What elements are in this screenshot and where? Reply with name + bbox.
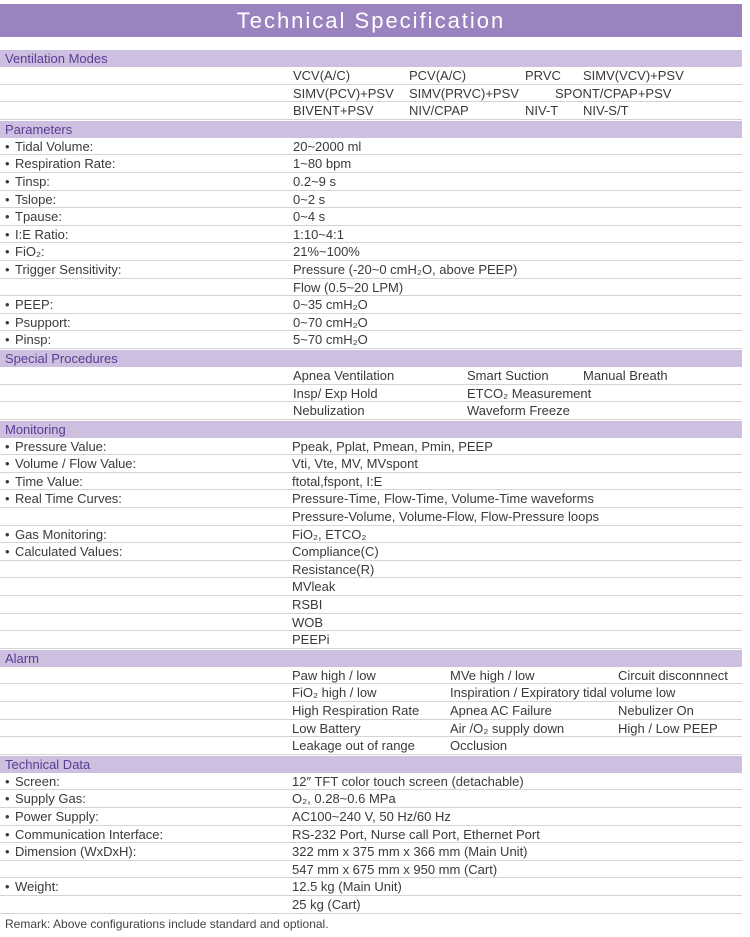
spec-value: Nebulizer On <box>618 703 694 718</box>
spec-label-text: Calculated Values: <box>15 544 123 560</box>
spec-value: Pressure-Volume, Volume-Flow, Flow-Pressure loops <box>292 509 600 525</box>
bullet-icon: • <box>5 297 10 313</box>
spec-value: 0~4 s <box>293 209 326 225</box>
spec-value: High Respiration Rate <box>292 703 420 718</box>
spec-label <box>5 191 56 208</box>
spec-row <box>0 631 742 649</box>
spec-value: SPONT/CPAP+PSV <box>555 85 672 101</box>
spec-value: BIVENT+PSV <box>293 103 374 119</box>
spec-value: 5~70 cmH₂O <box>293 332 368 348</box>
spec-label <box>5 173 50 190</box>
spec-value: Resistance(R) <box>292 561 375 577</box>
spec-value: 20~2000 ml <box>293 138 362 154</box>
bullet-icon: • <box>5 791 10 807</box>
spec-value: Occlusion <box>450 738 508 754</box>
spec-row <box>0 790 742 808</box>
spec-row <box>0 455 742 473</box>
spec-row <box>0 367 742 385</box>
bullet-icon: • <box>5 491 10 507</box>
spec-value: Smart Suction <box>467 367 549 383</box>
spec-value: AC100~240 V, 50 Hz/60 Hz <box>292 808 451 824</box>
spec-value: Vti, Vte, MV, MVspont <box>292 456 418 472</box>
spec-label-text: Pressure Value: <box>15 438 107 454</box>
section-header: Ventilation Modes <box>0 50 742 67</box>
bullet-icon: • <box>5 332 10 348</box>
spec-row <box>0 561 742 579</box>
spec-row <box>0 720 742 738</box>
spec-row <box>0 543 742 561</box>
bullet-icon: • <box>5 209 10 225</box>
spec-row <box>0 878 742 896</box>
spec-value: 0~70 cmH₂O <box>293 314 368 330</box>
bullet-icon: • <box>5 314 10 330</box>
spec-row <box>0 473 742 491</box>
spec-label-text: Supply Gas: <box>15 791 86 807</box>
spec-row <box>0 173 742 191</box>
bullet-icon: • <box>5 173 10 189</box>
bullet-icon: • <box>5 773 10 789</box>
remark-text: Remark: Above configurations include standard and optional. <box>5 917 329 931</box>
bullet-icon: • <box>5 191 10 207</box>
spec-label <box>5 826 163 843</box>
bullet-icon: • <box>5 438 10 454</box>
spec-row <box>0 702 742 720</box>
spec-label <box>5 226 68 243</box>
spec-row <box>0 261 742 279</box>
spec-value: NIV-T <box>525 103 559 119</box>
bullet-icon: • <box>5 844 10 860</box>
spec-label <box>5 843 136 860</box>
spec-label <box>5 790 86 807</box>
spec-row <box>0 843 742 861</box>
bullet-icon: • <box>5 544 10 560</box>
bullet-icon: • <box>5 261 10 277</box>
spec-row <box>0 808 742 826</box>
spec-row <box>0 279 742 297</box>
spec-row <box>0 208 742 226</box>
spec-value: 25 kg (Cart) <box>292 896 361 912</box>
spec-value: FiO₂, ETCO₂ <box>292 526 367 542</box>
spec-label <box>5 296 53 313</box>
spec-row <box>0 773 742 791</box>
spec-value: Low Battery <box>292 720 361 736</box>
section-header: Alarm <box>0 650 742 667</box>
spec-row <box>0 331 742 349</box>
spec-row <box>0 508 742 526</box>
spec-row <box>0 896 742 914</box>
bullet-icon: • <box>5 456 10 472</box>
spec-row <box>0 861 742 879</box>
spec-row <box>0 102 742 120</box>
spec-value: Pressure-Time, Flow-Time, Volume-Time waveforms <box>292 491 594 507</box>
section-header: Parameters <box>0 121 742 138</box>
spec-label-text: Respiration Rate: <box>15 156 116 172</box>
spec-row <box>0 67 742 85</box>
spec-label <box>5 808 99 825</box>
spec-label <box>5 138 93 155</box>
spec-label-text: Screen: <box>15 773 60 789</box>
spec-label-text: Tpause: <box>15 209 62 225</box>
spec-label-text: Pinsp: <box>15 332 52 348</box>
spec-value: Waveform Freeze <box>467 403 570 419</box>
bullet-icon: • <box>5 808 10 824</box>
spec-value: FiO₂ high / low <box>292 685 377 701</box>
spec-label <box>5 543 122 560</box>
spec-value: Circuit disconnnect <box>618 667 728 683</box>
spec-row <box>0 526 742 544</box>
spec-value: PCV(A/C) <box>409 68 467 83</box>
spec-value: SIMV(PCV)+PSV <box>293 85 394 101</box>
spec-value: Flow (0.5~20 LPM) <box>293 279 404 295</box>
spec-row <box>0 490 742 508</box>
spec-label <box>5 261 121 278</box>
spec-value: 322 mm x 375 mm x 366 mm (Main Unit) <box>292 844 528 860</box>
bullet-icon: • <box>5 826 10 842</box>
spec-label-text: Tidal Volume: <box>15 138 94 154</box>
spec-label-text: Dimension (WxDxH): <box>15 844 137 860</box>
spec-value: PEEPi <box>292 632 330 648</box>
bullet-icon: • <box>5 473 10 489</box>
spec-value: 0~2 s <box>293 191 326 207</box>
spec-value: SIMV(PRVC)+PSV <box>409 85 519 101</box>
spec-label-text: I:E Ratio: <box>15 226 69 242</box>
spec-label-text: Real Time Curves: <box>15 491 122 507</box>
spec-value: Ppeak, Pplat, Pmean, Pmin, PEEP <box>292 438 493 454</box>
spec-value: RS-232 Port, Nurse call Port, Ethernet Port <box>292 826 540 842</box>
spec-label <box>5 455 136 472</box>
spec-row <box>0 191 742 209</box>
spec-label-text: Time Value: <box>15 473 83 489</box>
spec-value: RSBI <box>292 597 323 613</box>
spec-value: Compliance(C) <box>292 544 379 560</box>
spec-value: Air /O₂ supply down <box>450 720 565 736</box>
spec-value: WOB <box>292 614 324 630</box>
spec-value: ETCO₂ Measurement <box>467 385 592 401</box>
spec-value: High / Low PEEP <box>618 720 718 736</box>
spec-value: ftotal,fspont, I:E <box>292 473 383 489</box>
spec-row <box>0 684 742 702</box>
spec-label-text: Tslope: <box>15 191 57 207</box>
spec-value: 12.5 kg (Main Unit) <box>292 879 402 895</box>
bullet-icon: • <box>5 526 10 542</box>
spec-value: Leakage out of range <box>292 738 415 754</box>
spec-label-text: Gas Monitoring: <box>15 526 107 542</box>
bullet-icon: • <box>5 156 10 172</box>
spec-row <box>0 667 742 685</box>
spec-value: Inspiration / Expiratory tidal volume low <box>450 685 676 701</box>
spec-label <box>5 314 71 331</box>
spec-value: 0.2~9 s <box>293 173 337 189</box>
spec-value: Insp/ Exp Hold <box>293 385 378 401</box>
spec-table <box>0 49 742 914</box>
spec-row <box>0 614 742 632</box>
spec-value: 1~80 bpm <box>293 156 352 172</box>
spec-label-text: PEEP: <box>15 297 54 313</box>
spec-value: Pressure (-20~0 cmH₂O, above PEEP) <box>293 261 518 277</box>
spec-label-text: Power Supply: <box>15 808 99 824</box>
spec-value: 0~35 cmH₂O <box>293 297 368 313</box>
spec-label <box>5 208 62 225</box>
spec-label <box>5 473 83 490</box>
spec-value: Manual Breath <box>583 367 668 383</box>
spec-label <box>5 438 107 455</box>
spec-label <box>5 243 45 260</box>
spec-label-text: Weight: <box>15 879 59 895</box>
spec-label <box>5 526 107 543</box>
spec-row <box>0 438 742 456</box>
spec-value: MVe high / low <box>450 667 535 683</box>
spec-row <box>0 138 742 156</box>
bullet-icon: • <box>5 879 10 895</box>
spec-value: 12″ TFT color touch screen (detachable) <box>292 773 524 789</box>
spec-value: MVleak <box>292 579 336 595</box>
spec-value: PRVC <box>525 68 561 83</box>
spec-row <box>0 596 742 614</box>
spec-value: Apnea Ventilation <box>293 367 395 383</box>
spec-row <box>0 578 742 596</box>
spec-row <box>0 737 742 755</box>
spec-value: Apnea AC Failure <box>450 703 552 718</box>
spec-row <box>0 296 742 314</box>
spec-value: 1:10~4:1 <box>293 226 344 242</box>
spec-row <box>0 385 742 403</box>
spec-value: O₂, 0.28~0.6 MPa <box>292 791 396 807</box>
bullet-icon: • <box>5 226 10 242</box>
spec-label-text: Volume / Flow Value: <box>15 456 137 472</box>
spec-label-text: Trigger Sensitivity: <box>15 261 122 277</box>
spec-value: Nebulization <box>293 403 365 419</box>
section-header: Monitoring <box>0 421 742 438</box>
spec-row <box>0 826 742 844</box>
spec-row <box>0 85 742 103</box>
spec-label <box>5 331 51 348</box>
spec-value: NIV-S/T <box>583 103 629 119</box>
bullet-icon: • <box>5 138 10 154</box>
spec-value: NIV/CPAP <box>409 103 469 119</box>
spec-value: SIMV(VCV)+PSV <box>583 68 684 83</box>
spec-value: 21%~100% <box>293 244 360 260</box>
page-title: Technical Specification <box>0 4 742 37</box>
spec-value: VCV(A/C) <box>293 68 351 83</box>
section-header: Special Procedures <box>0 350 742 367</box>
spec-row <box>0 243 742 261</box>
spec-value: 547 mm x 675 mm x 950 mm (Cart) <box>292 861 498 877</box>
spec-row <box>0 155 742 173</box>
section-header: Technical Data <box>0 756 742 773</box>
bullet-icon: • <box>5 244 10 260</box>
spec-label <box>5 155 115 172</box>
spec-row <box>0 402 742 420</box>
spec-label-text: FiO₂: <box>15 244 45 260</box>
spec-label <box>5 490 122 507</box>
spec-label-text: Psupport: <box>15 314 71 330</box>
spec-value: Paw high / low <box>292 667 376 683</box>
spec-label-text: Communication Interface: <box>15 826 164 842</box>
spec-label <box>5 773 60 790</box>
spec-row <box>0 314 742 332</box>
spec-label <box>5 878 59 895</box>
spec-row <box>0 226 742 244</box>
spec-label-text: Tinsp: <box>15 173 50 189</box>
